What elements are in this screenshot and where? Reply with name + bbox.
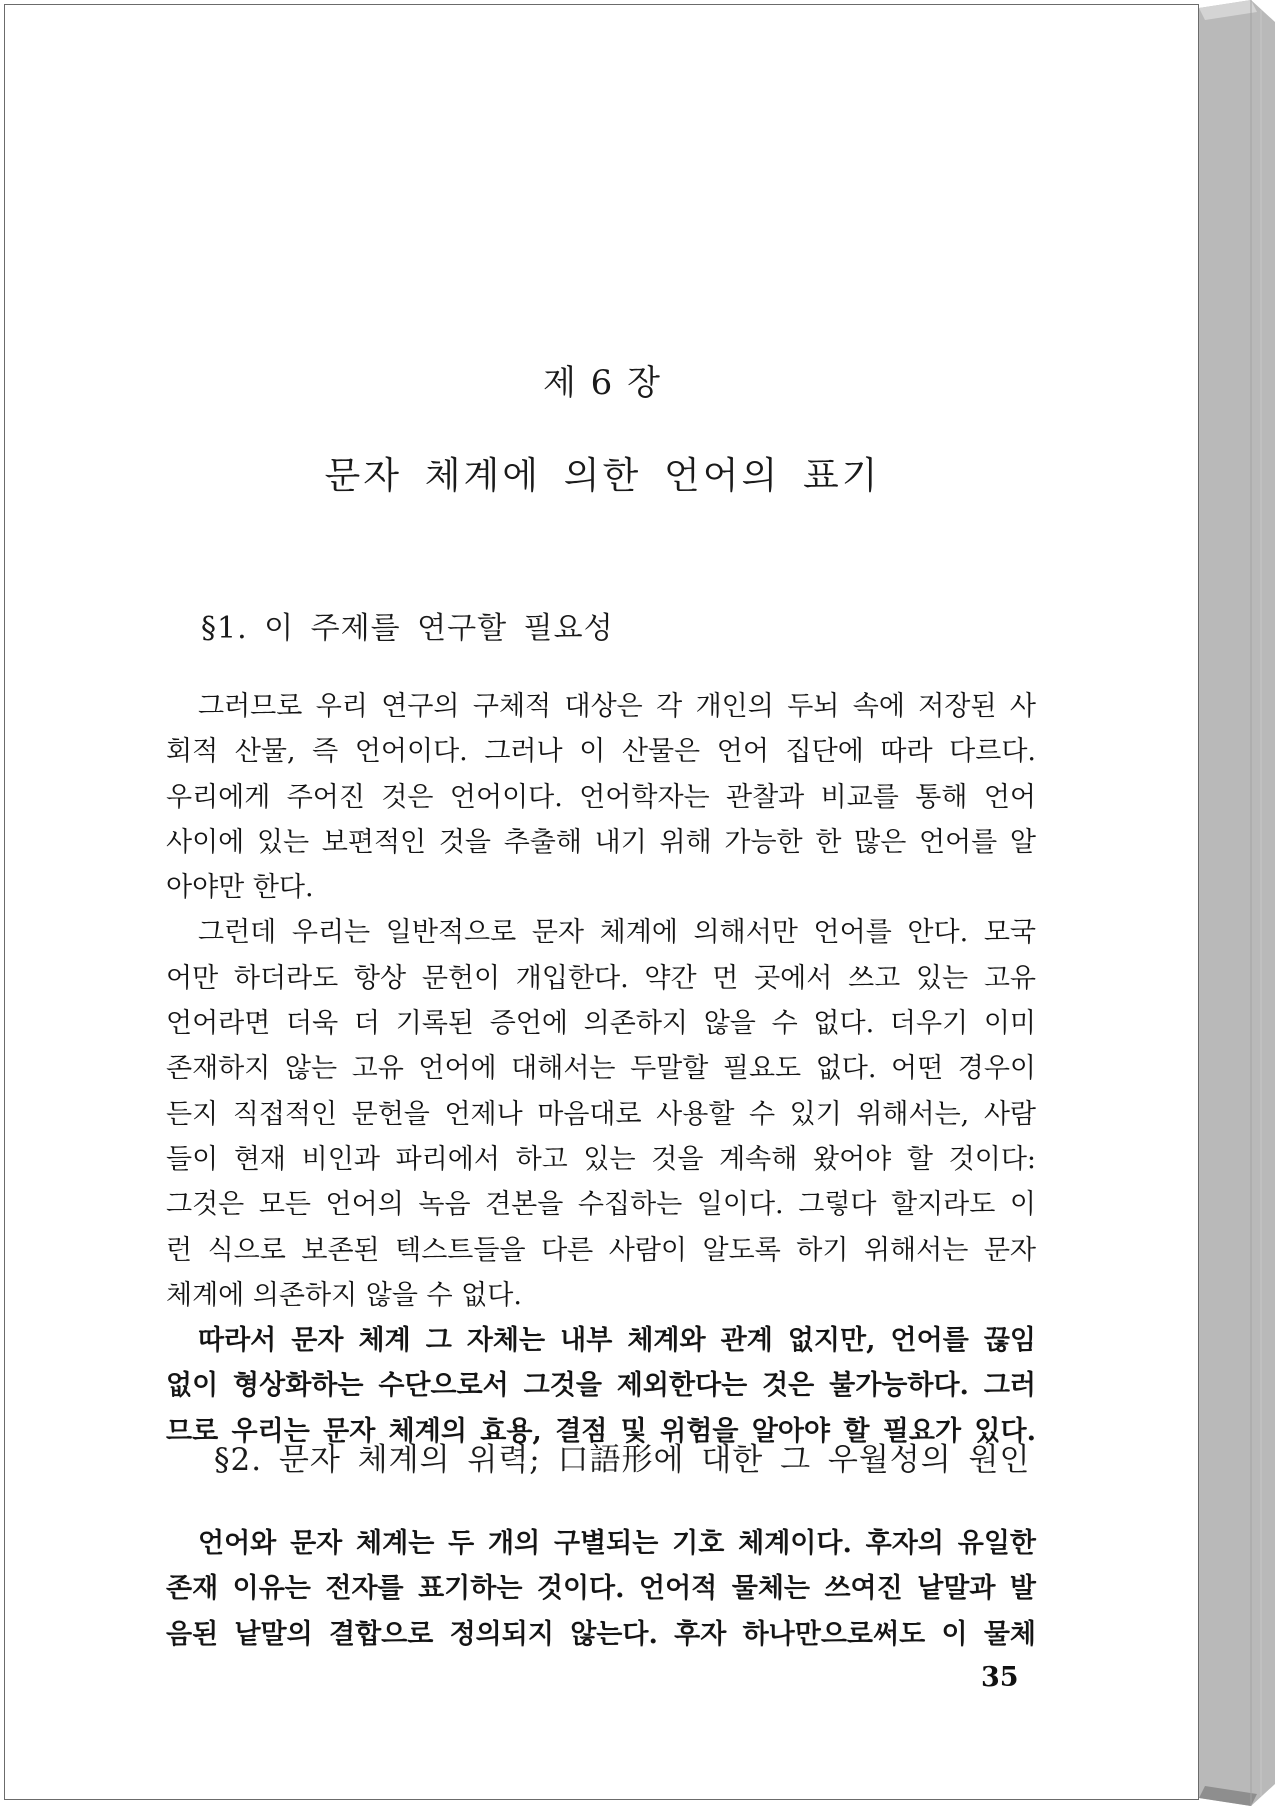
body-line: 그러므로 우리 연구의 구체적 대상은 각 개인의 두뇌 속에 저장된 사 — [198, 691, 1036, 722]
chapter-title: 문자 체계에 의한 언어의 표기 — [324, 454, 881, 497]
body-line: 사이에 있는 보편적인 것을 추출해 내기 위해 가능한 한 많은 언어를 알 — [166, 826, 1036, 858]
book-page — [4, 4, 1199, 1800]
body-line: 언어라면 더욱 더 기록된 증언에 의존하지 않을 수 없다. 더우기 이미 — [166, 1008, 1036, 1040]
body-line: 므로 우리는 문자 체계의 효용, 결점 및 위험을 알아야 할 필요가 있다. — [166, 1415, 1036, 1447]
body-line: 든지 직접적인 문헌을 언제나 마음대로 사용할 수 있기 위해서는, 사람 — [166, 1098, 1036, 1130]
section-2-body — [166, 1521, 1036, 1657]
body-line: 체계에 의존하지 않을 수 없다. — [166, 1279, 522, 1311]
body-line: 회적 산물, 즉 언어이다. 그러나 이 산물은 언어 집단에 따라 다르다. — [166, 736, 1036, 768]
body-line: 아야만 한다. — [166, 872, 314, 904]
body-line: 런 식으로 보존된 텍스트들을 다른 사람이 알도록 하기 위해서는 문자 — [166, 1234, 1036, 1266]
body-line: 어만 하더라도 항상 문헌이 개입한다. 약간 먼 곳에서 쓰고 있는 고유 — [166, 962, 1036, 994]
body-line: 존재하지 않는 고유 언어에 대해서는 두말할 필요도 없다. 어떤 경우이 — [166, 1053, 1036, 1085]
section-2-heading: §2. 문자 체계의 위력; 口語形에 대한 그 우월성의 원인 — [214, 1442, 1031, 1478]
body-line: 그런데 우리는 일반적으로 문자 체계에 의해서만 언어를 안다. 모국 — [198, 917, 1036, 949]
body-line: 존재 이유는 전자를 표기하는 것이다. 언어적 물체는 쓰여진 낱말과 발 — [166, 1573, 1036, 1605]
body-line: 그것은 모든 언어의 녹음 견본을 수집하는 일이다. 그렇다 할지라도 이 — [166, 1189, 1036, 1221]
body-line: 없이 형상화하는 수단으로서 그것을 제외한다는 것은 불가능하다. 그러 — [166, 1370, 1036, 1402]
section-1-heading: §1. 이 주제를 연구할 필요성 — [201, 611, 614, 646]
body-line: 음된 낱말의 결합으로 정의되지 않는다. 후자 하나만으로써도 이 물체 — [166, 1618, 1036, 1650]
chapter-number: 제 6 장 — [543, 363, 662, 403]
section-1-body — [166, 684, 1036, 1454]
body-line: 들이 현재 비인과 파리에서 하고 있는 것을 계속해 왔어야 할 것이다: — [166, 1143, 1036, 1175]
page-number: 35 — [981, 1662, 1019, 1693]
body-line: 우리에게 주어진 것은 언어이다. 언어학자는 관찰과 비교를 통해 언어 — [166, 781, 1036, 813]
page-stack-edge — [1199, 0, 1275, 1806]
body-line: 언어와 문자 체계는 두 개의 구별되는 기호 체계이다. 후자의 유일한 — [198, 1528, 1036, 1559]
body-line: 따라서 문자 체계 그 자체는 내부 체계와 관계 없지만, 언어를 끊임 — [198, 1325, 1036, 1357]
